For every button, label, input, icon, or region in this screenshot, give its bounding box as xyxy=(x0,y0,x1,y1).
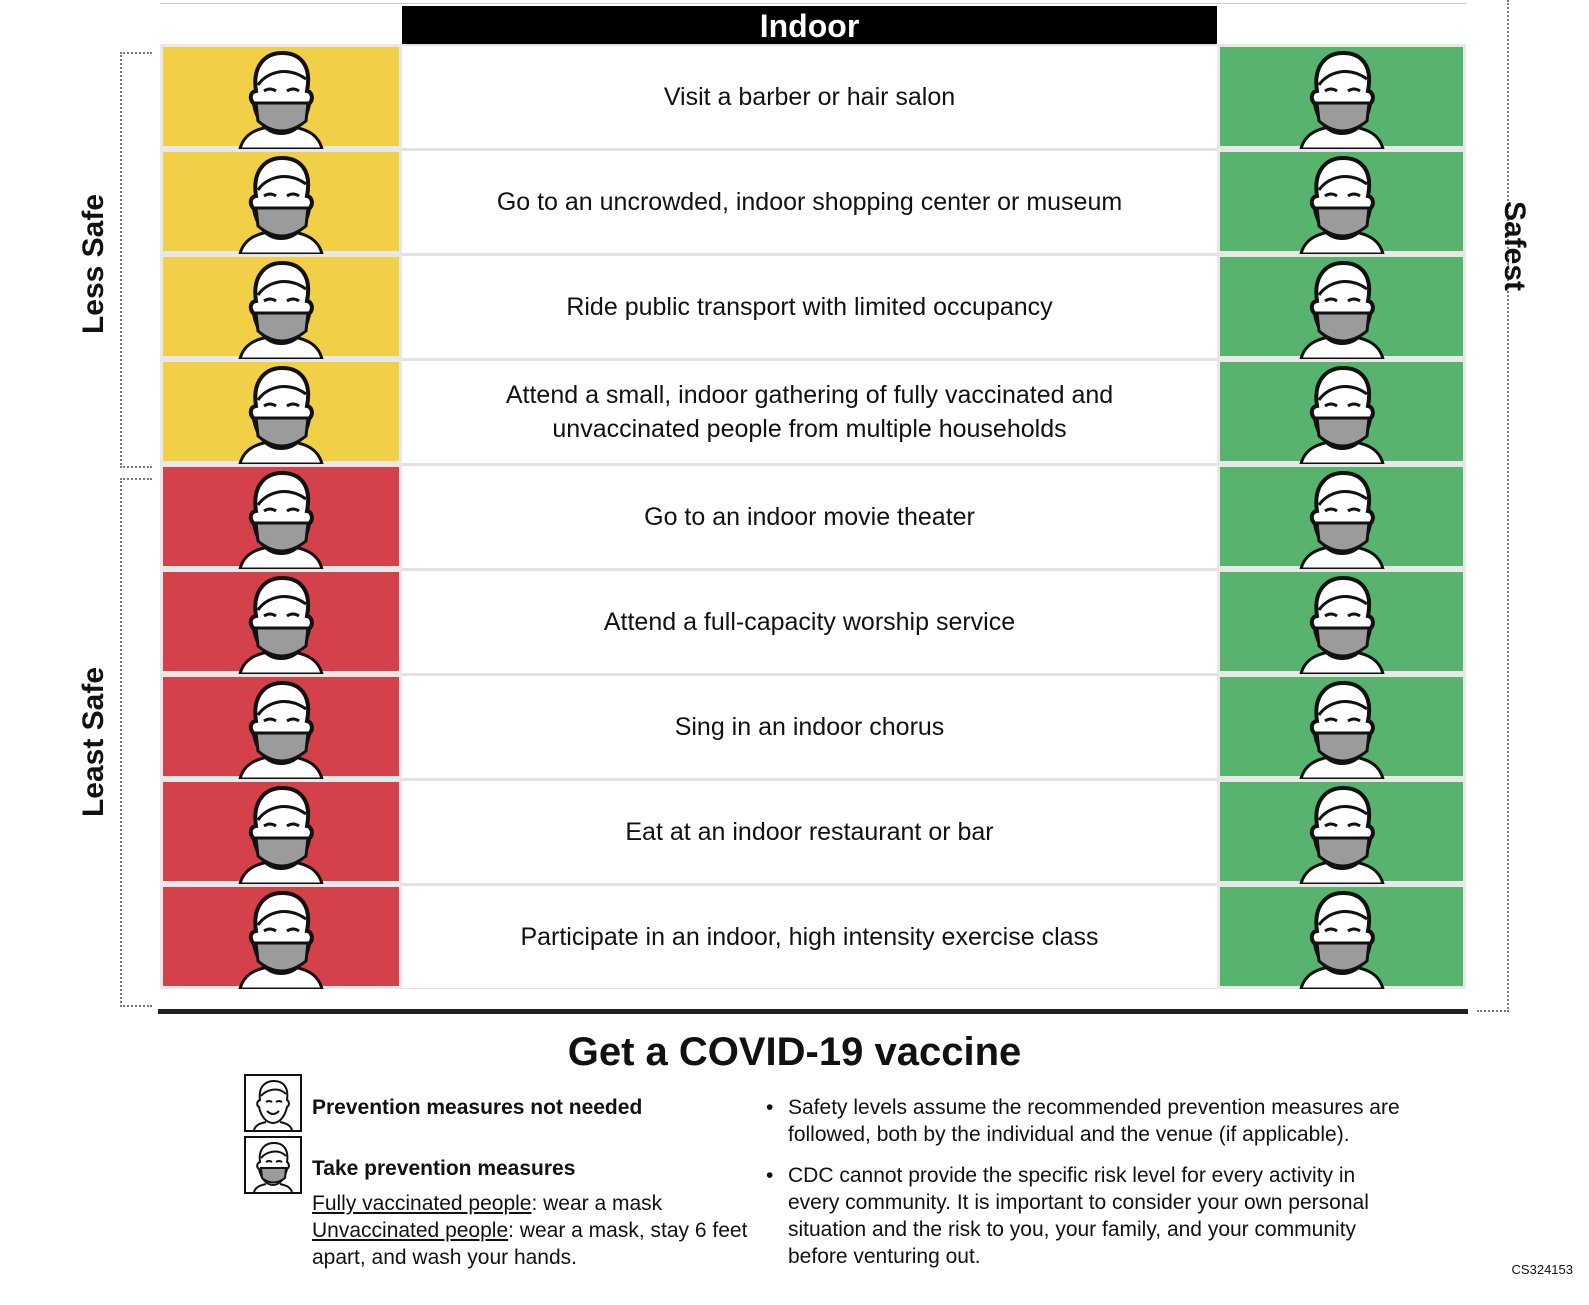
unvaccinated-risk-cell xyxy=(160,569,402,674)
vaccinated-risk-cell xyxy=(1217,254,1466,359)
vaccinated-text: : wear a mask xyxy=(531,1192,663,1215)
masked-face-icon xyxy=(244,1136,302,1194)
masked-face-icon xyxy=(1295,467,1389,569)
vaccinated-risk-cell xyxy=(1217,884,1466,989)
safest-label: Safest xyxy=(1498,200,1531,292)
vaccinated-instruction xyxy=(312,1192,662,1216)
activity-label: Ride public transport with limited occupancy xyxy=(402,254,1217,359)
masked-face-icon xyxy=(1295,362,1389,464)
vaccinated-risk-cell xyxy=(1217,359,1466,464)
unvaccinated-risk-cell xyxy=(160,884,402,989)
unvaccinated-risk-cell xyxy=(160,464,402,569)
masked-face-icon xyxy=(234,362,328,464)
activity-row xyxy=(160,149,1466,254)
activity-label: Eat at an indoor restaurant or bar xyxy=(402,779,1217,884)
vaccine-heading: Get a COVID-19 vaccine xyxy=(567,1030,1022,1074)
masked-face-icon xyxy=(234,572,328,674)
masked-face-icon xyxy=(234,887,328,989)
activity-label: Participate in an indoor, high intensity exercise class xyxy=(402,884,1217,989)
vaccinated-risk-cell xyxy=(1217,464,1466,569)
unvaccinated-risk-cell xyxy=(160,359,402,464)
masked-face-icon xyxy=(1295,572,1389,674)
bottom-rule xyxy=(158,1009,1468,1014)
activity-row xyxy=(160,359,1466,464)
masked-face-icon xyxy=(234,47,328,149)
unvaccinated-label: Unvaccinated people xyxy=(312,1219,509,1242)
activity-row xyxy=(160,884,1466,989)
less-safe-bracket xyxy=(120,52,152,468)
unmasked-face-icon xyxy=(244,1074,302,1132)
activity-label: Visit a barber or hair salon xyxy=(402,44,1217,149)
notes-list xyxy=(760,1094,1400,1284)
note-item: • Safety levels assume the recommended prevention measures are followed, both by the individual and the venue (if applicable). xyxy=(760,1094,1400,1148)
note-item: • CDC cannot provide the specific risk level for every activity in every community. It is important to consider your own personal situation and the risk to you, your family, and your community before venturing out. xyxy=(760,1162,1400,1270)
no-measures-label: Prevention measures not needed xyxy=(312,1096,643,1119)
less-safe-label: Less Safe xyxy=(77,193,110,335)
activity-label: Attend a small, indoor gathering of fully vaccinated and unvaccinated people from multiple households xyxy=(402,359,1217,464)
activity-row xyxy=(160,254,1466,359)
document-code: CS324153 xyxy=(1511,1262,1573,1277)
activity-row xyxy=(160,464,1466,569)
masked-face-icon xyxy=(234,677,328,779)
indoor-header: Indoor xyxy=(402,6,1217,44)
unvaccinated-instruction xyxy=(312,1219,747,1243)
vaccinated-risk-cell xyxy=(1217,44,1466,149)
unvaccinated-risk-cell xyxy=(160,44,402,149)
masked-face-icon xyxy=(1295,257,1389,359)
unvaccinated-instruction-cont: apart, and wash your hands. xyxy=(312,1246,578,1269)
activity-row xyxy=(160,674,1466,779)
vaccinated-risk-cell xyxy=(1217,779,1466,884)
take-measures-label: Take prevention measures xyxy=(312,1157,576,1180)
top-frame-line xyxy=(160,3,1466,4)
vaccinated-label: Fully vaccinated people xyxy=(312,1192,532,1215)
activity-label: Go to an uncrowded, indoor shopping center or museum xyxy=(402,149,1217,254)
activity-row xyxy=(160,779,1466,884)
activity-label: Go to an indoor movie theater xyxy=(402,464,1217,569)
unvaccinated-risk-cell xyxy=(160,254,402,359)
activity-label: Sing in an indoor chorus xyxy=(402,674,1217,779)
unvaccinated-risk-cell xyxy=(160,149,402,254)
vaccinated-risk-cell xyxy=(1217,149,1466,254)
masked-face-icon xyxy=(1295,152,1389,254)
activity-label: Attend a full-capacity worship service xyxy=(402,569,1217,674)
masked-face-icon xyxy=(1295,677,1389,779)
masked-face-icon xyxy=(1295,782,1389,884)
unvaccinated-risk-cell xyxy=(160,674,402,779)
least-safe-bracket xyxy=(120,478,152,1007)
masked-face-icon xyxy=(1295,887,1389,989)
masked-face-icon xyxy=(234,467,328,569)
unvaccinated-risk-cell xyxy=(160,779,402,884)
vaccinated-risk-cell xyxy=(1217,674,1466,779)
activity-row xyxy=(160,44,1466,149)
masked-face-icon xyxy=(234,152,328,254)
masked-face-icon xyxy=(234,782,328,884)
masked-face-icon xyxy=(234,257,328,359)
masked-face-icon xyxy=(1295,47,1389,149)
vaccinated-risk-cell xyxy=(1217,569,1466,674)
least-safe-label: Least Safe xyxy=(77,666,110,818)
safest-bracket xyxy=(1477,0,1509,1012)
unvaccinated-text: : wear a mask, stay 6 feet xyxy=(508,1219,748,1242)
activity-row xyxy=(160,569,1466,674)
